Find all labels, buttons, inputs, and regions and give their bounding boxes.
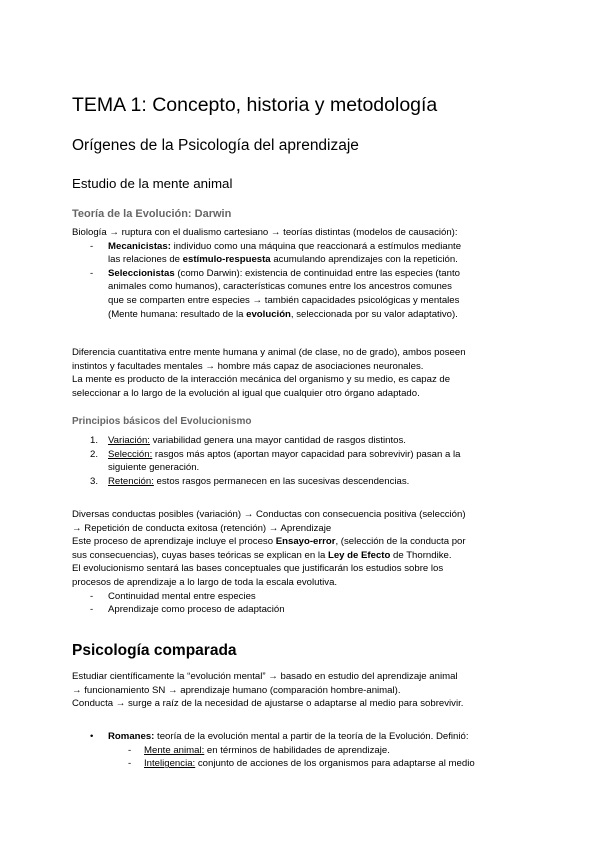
seleccionistas-label: Seleccionistas [108,267,175,279]
subheading-principios: Principios básicos del Evolucionismo [72,416,252,427]
seleccion-label: Selección: [108,448,153,460]
mecanicistas-text3: acumulando aprendizajes con la repetición. [270,254,458,266]
list-item-adaptacion [72,603,532,617]
paragraph-diferencia [72,346,532,400]
list-item-seleccionistas [72,267,532,321]
romanes-text: teoría de la evolución mental a partir de la teoría de la Evolución. Definió: [154,731,469,742]
paragraph-line: instintos y facultades mentales → hombre más capaz de asociaciones neuronales. [72,360,424,372]
list-item-mente-animal [72,744,532,758]
list-item-inteligencia [72,757,532,771]
seleccion-text: rasgos más aptos (aportan mayor capacidad para sobrevivir) pasan a la [152,448,461,460]
paragraph-line: → Repetición de conducta exitosa (retención) → Aprendizaje [72,522,332,534]
inteligencia-text: conjunto de acciones de los organismos para adaptarse al medio [195,758,475,770]
retencion-text: estos rasgos permanecen en las sucesivas descendencias. [153,475,410,487]
paragraph-line: El evolucionismo sentará las bases conceptuales que justificarán los estudios sobre los [72,563,444,575]
ensayo-error-bold: Ensayo-error [275,536,336,548]
mecanicistas-text: individuo como una máquina que reaccionará a estímulos mediante [170,240,462,252]
dash-marker: - [90,267,94,279]
paragraph-line: Conducta → surge a raíz de la necesidad de ajustarse o adaptarse al medio para sobrevivir. [72,698,464,710]
dash-marker: - [90,590,94,602]
mente-animal-label: Mente animal: [144,744,205,756]
list-number: 3. [90,475,99,487]
romanes-label: Romanes: [108,731,155,742]
dash-marker: - [90,240,94,252]
list-item-variacion [72,434,532,448]
section-heading-origenes: Orígenes de la Psicología del aprendizaje [72,137,359,154]
seleccionistas-text5: , seleccionada por su valor adaptativo). [290,308,458,320]
list-item-seleccion [72,448,532,475]
paragraph-line: Diferencia cuantitativa entre mente humana y animal (de clase, no de grado), ambos poseen [72,347,466,358]
seleccionistas-text3: que se comparten entre especies → también capacidades psicológicas y mentales [108,294,460,306]
section-heading-comparada: Psicología comparada [72,642,237,659]
dash-marker: - [128,744,132,756]
paragraph-comparada [72,670,532,711]
page-title: TEMA 1: Concepto, historia y metodología [72,94,438,116]
subsection-heading-mente-animal: Estudio de la mente animal [72,176,233,191]
continuidad-text: Continuidad mental entre especies [108,590,256,602]
paragraph-line: Estudiar científicamente la “evolución mental” → basado en estudio del aprendizaje animal [72,671,458,682]
bullet-marker: • [90,731,94,742]
list-number: 2. [90,448,99,460]
ley-efecto-bold: Ley de Efecto [327,549,391,561]
paragraph-line: Este proceso de aprendizaje incluye el proceso [72,536,276,548]
retencion-label: Retención: [108,475,154,487]
biologia-line: Biología → ruptura con el dualismo cartesiano → teorías distintas (modelos de causación): [72,227,458,238]
mecanicistas-label: Mecanicistas: [108,240,171,252]
dash-marker: - [90,604,94,616]
list-number: 1. [90,435,99,446]
list-item-retencion [72,475,532,489]
romanes-list [72,730,532,771]
seleccion-text2: siguiente generación. [108,462,200,474]
biologia-block [72,226,532,321]
paragraph-line: seleccionar a lo largo de la evolución al igual que cualquier otro órgano adaptado. [72,387,420,399]
paragraph-line: de Thorndike. [390,549,452,561]
paragraph-line: Diversas conductas posibles (variación) → Conductas con consecuencia positiva (selección) [72,509,466,520]
seleccionistas-text2: animales como humanos), características comunes entre los ancestros comunes [108,281,452,293]
seleccionistas-text1: (como Darwin): existencia de continuidad entre las especies (tanto [174,267,460,279]
list-item-continuidad [72,590,532,604]
paragraph-line: procesos de aprendizaje a lo largo de toda la escala evolutiva. [72,576,338,588]
paragraph-line: La mente es producto de la interacción mecánica del organismo y su medio, es capaz de [72,374,451,386]
principios-list [72,434,532,488]
dash-marker: - [128,758,132,770]
variacion-text: variabilidad genera una mayor cantidad de rasgos distintos. [149,435,406,446]
seleccionistas-text4: (Mente humana: resultado de la [108,308,247,320]
evolucion-bold: evolución [246,308,291,320]
inteligencia-label: Inteligencia: [144,758,196,770]
paragraph-line: , (selección de la conducta por [335,536,466,548]
mecanicistas-text2: las relaciones de [108,254,183,266]
paragraph-line: sus consecuencias), cuyas bases teóricas se explican en la [72,549,328,561]
variacion-label: Variación: [108,435,150,446]
list-item-romanes [72,730,532,744]
paragraph-conductas [72,508,532,617]
adaptacion-text: Aprendizaje como proceso de adaptación [108,604,285,616]
mente-animal-text: en términos de habilidades de aprendizaje. [204,744,390,756]
estimulo-respuesta-bold: estímulo-respuesta [182,254,271,266]
paragraph-line: → funcionamiento SN → aprendizaje humano (comparación hombre-animal). [72,684,401,696]
list-item-mecanicistas [72,240,532,267]
subheading-darwin: Teoría de la Evolución: Darwin [72,208,232,220]
